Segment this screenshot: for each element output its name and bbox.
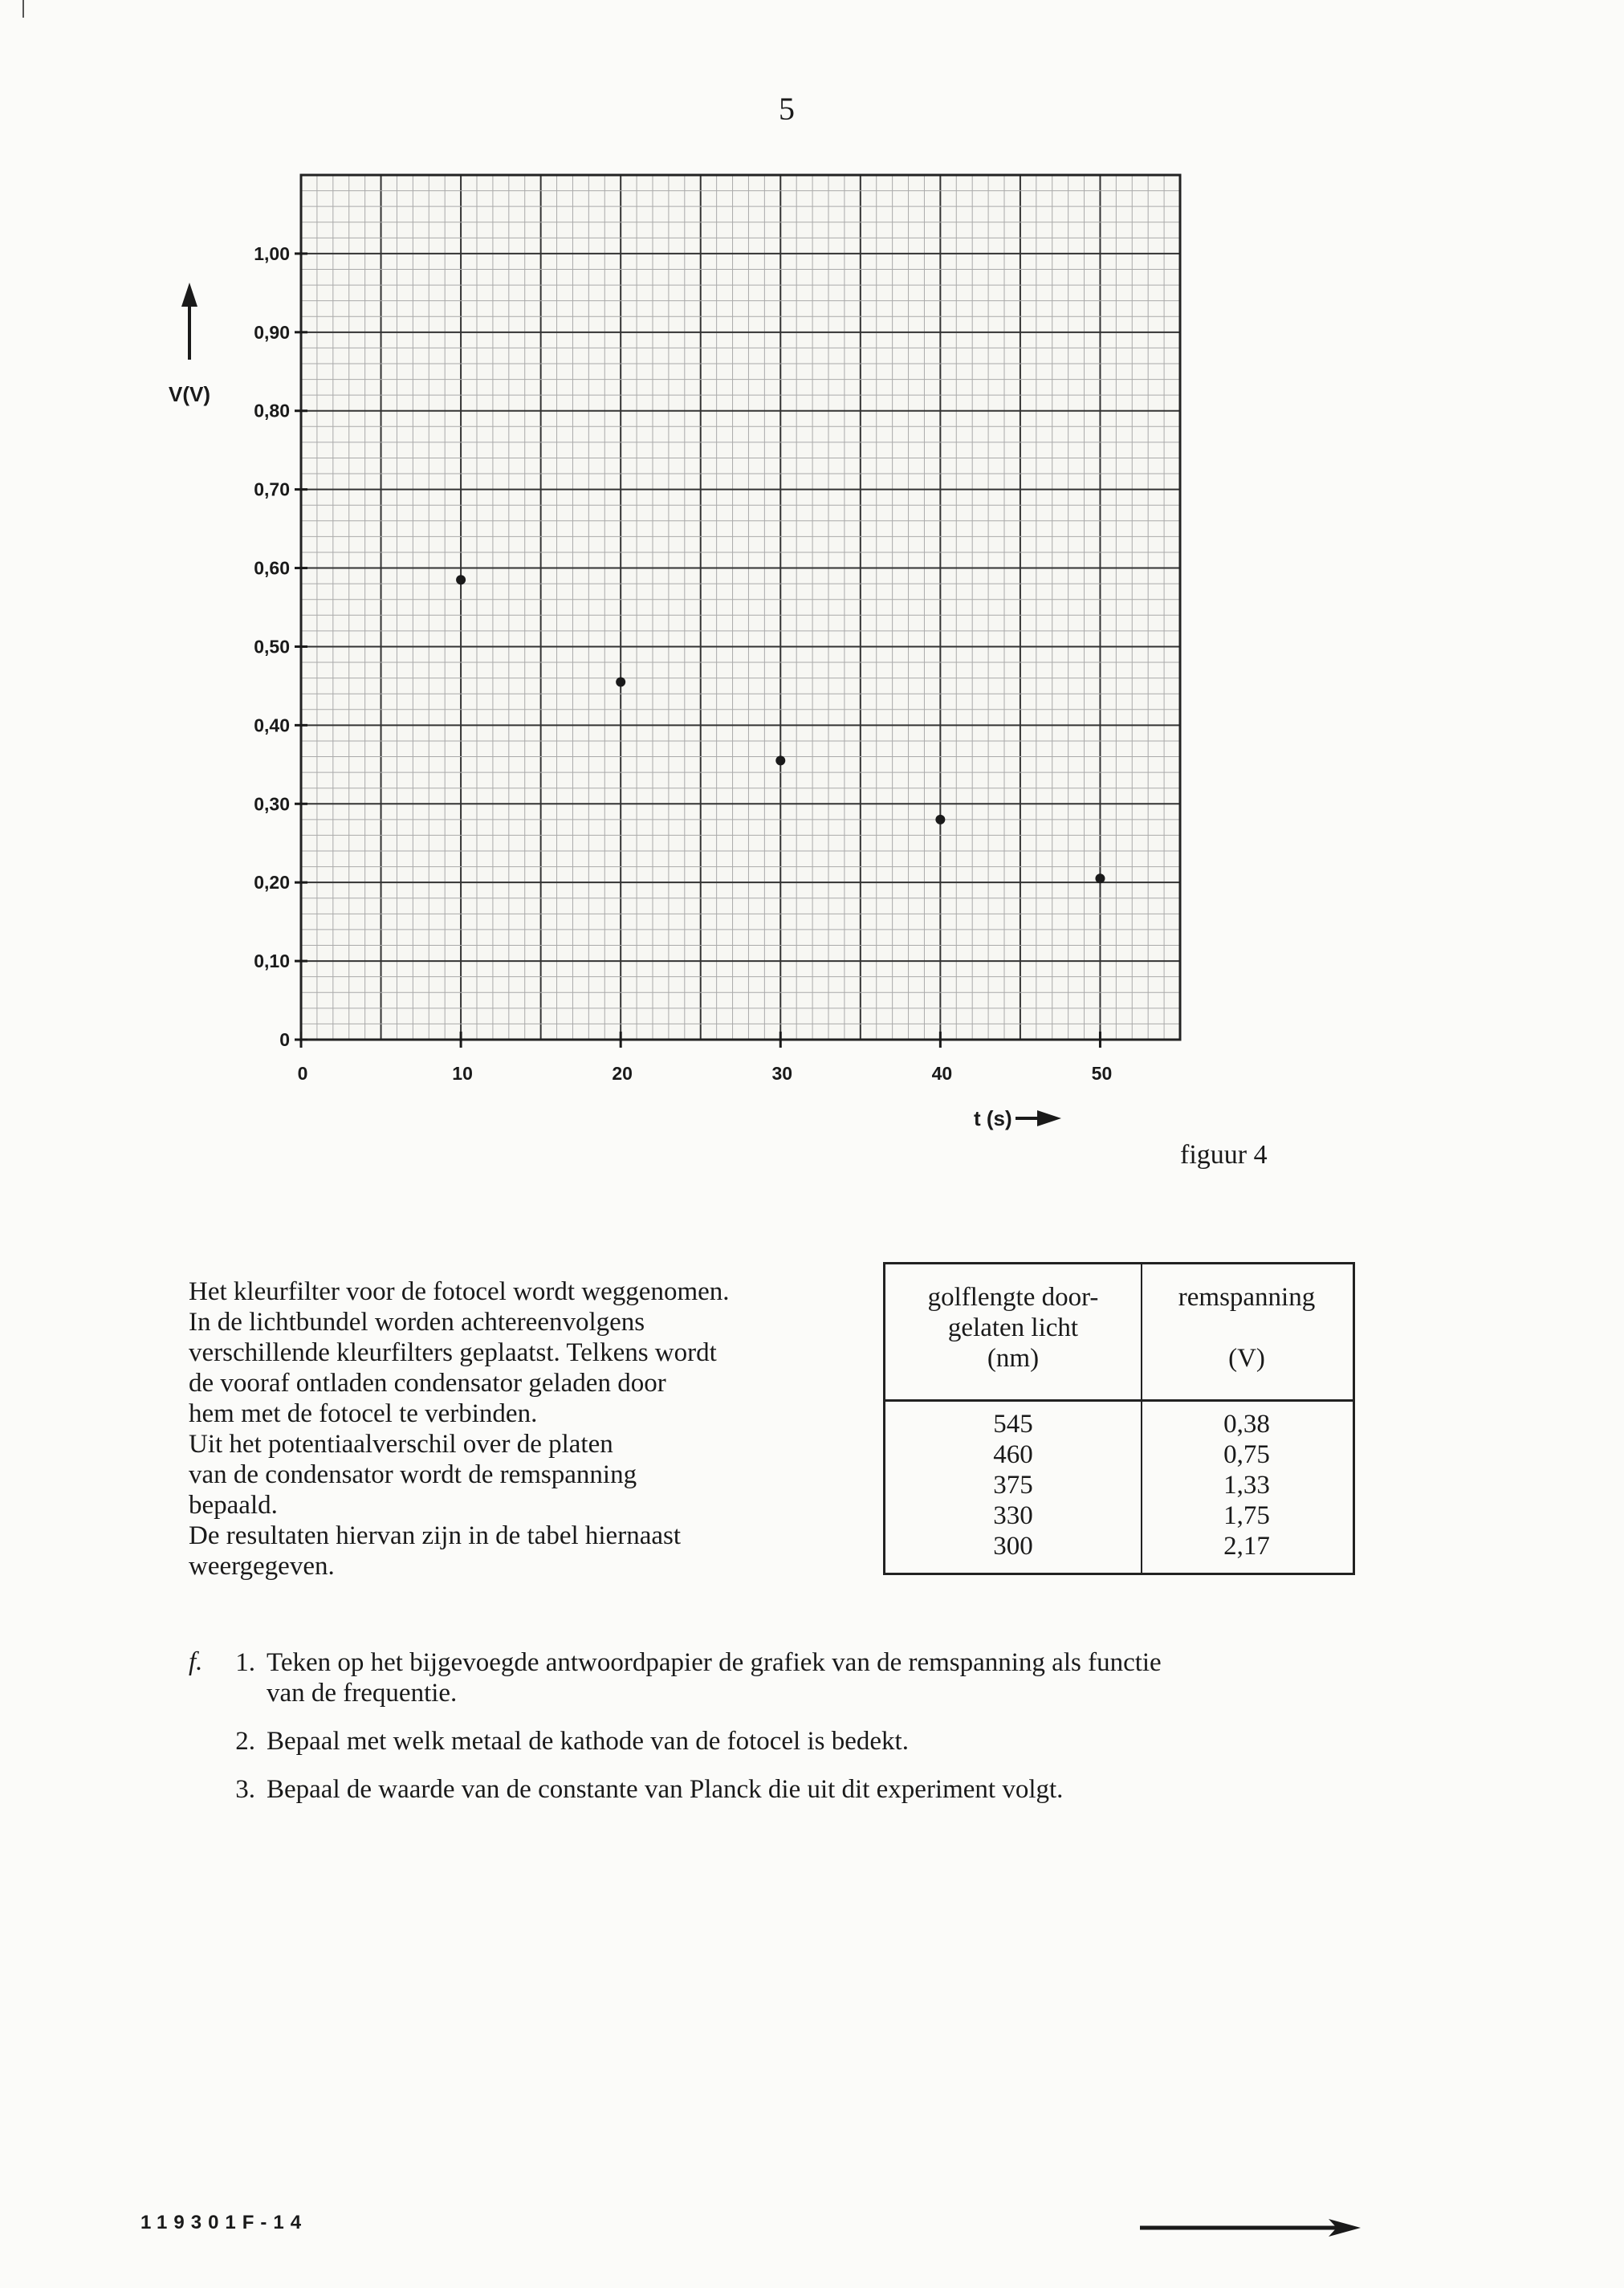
question-line: Bepaal de waarde van de constante van Planck die uit dit experiment volgt. (267, 1775, 1064, 1804)
x-tick-label: 0 (297, 1063, 308, 1084)
data-point (1095, 873, 1105, 883)
x-axis-arrow-icon (1037, 1110, 1061, 1126)
table-cell: 460 (993, 1440, 1033, 1469)
x-axis-label: t (s) (974, 1106, 1012, 1130)
table-header-stopping-voltage (1141, 1282, 1353, 1374)
paragraph-line: De resultaten hiervan zijn in de tabel hiernaast (189, 1521, 681, 1550)
question-label: f. (189, 1647, 203, 1676)
question-line: Teken op het bijgevoegde antwoordpapier de grafiek van de remspanning als functie (267, 1648, 1162, 1677)
paragraph-line: verschillende kleurfilters geplaatst. Telkens wordt (189, 1338, 717, 1367)
y-tick-label: 0,60 (254, 557, 290, 579)
paragraph-line: weergegeven. (189, 1552, 335, 1581)
y-tick-labels (254, 243, 307, 1050)
wavelength-column (885, 1409, 1141, 1561)
y-tick-label: 0,10 (254, 951, 290, 972)
x-tick-label: 20 (612, 1063, 633, 1084)
y-tick-label: 0,30 (254, 793, 290, 815)
paragraph-line: Uit het potentiaalverschil over de platen (189, 1430, 613, 1459)
table-header-wavelength (885, 1282, 1141, 1374)
y-axis-arrow-icon (181, 283, 197, 307)
question-number: 1. (235, 1648, 255, 1677)
paragraph-line: Het kleurfilter voor de fotocel wordt weggenomen. (189, 1277, 730, 1306)
question-item (215, 1647, 1162, 1708)
table-cell: 2,17 (1223, 1532, 1270, 1561)
table-cell: 0,75 (1223, 1440, 1270, 1469)
data-point (775, 755, 785, 765)
table-cell: 375 (993, 1471, 1033, 1500)
y-axis-label: V(V) (169, 382, 210, 406)
table-cell: 1,33 (1223, 1471, 1270, 1500)
y-tick-label: 0,50 (254, 636, 290, 657)
graph-paper (301, 175, 1180, 1040)
y-tick-label: 0,20 (254, 872, 290, 894)
header-line: gelaten licht (947, 1313, 1079, 1342)
question-line: van de frequentie. (267, 1679, 458, 1708)
header-line: (V) (1228, 1344, 1265, 1373)
data-point (616, 678, 625, 687)
question-text (267, 1647, 1162, 1708)
y-tick-label: 0,90 (254, 321, 290, 343)
question-item (215, 1774, 1063, 1805)
question-line: Bepaal met welk metaal de kathode van de fotocel is bedekt. (267, 1727, 909, 1756)
graph-grid (301, 175, 1180, 1040)
paragraph-line: hem met de fotocel te verbinden. (189, 1399, 538, 1428)
header-line: golflengte door- (927, 1283, 1099, 1312)
x-tick-label: 10 (452, 1063, 473, 1084)
question-number: 3. (235, 1775, 255, 1804)
table-cell: 0,38 (1223, 1410, 1270, 1439)
paragraph-line: In de lichtbundel worden achtereenvolgens (189, 1308, 645, 1337)
figure-caption: figuur 4 (1180, 1140, 1268, 1170)
question-number: 2. (235, 1727, 255, 1756)
question-text (267, 1726, 909, 1757)
y-tick-label: 1,00 (254, 242, 290, 264)
y-tick-label: 0 (279, 1029, 290, 1050)
x-tick-label: 40 (931, 1063, 953, 1084)
page-number: 5 (779, 91, 795, 127)
question-text (267, 1774, 1063, 1805)
data-point (935, 815, 945, 824)
data-point (456, 575, 466, 584)
paragraph-line: van de condensator wordt de remspanning (189, 1460, 637, 1489)
table-header-divider (885, 1399, 1353, 1402)
document-code: 119301F-14 (140, 2212, 308, 2233)
y-tick-label: 0,70 (254, 478, 290, 500)
paragraph-line: bepaald. (189, 1491, 278, 1520)
results-table (883, 1262, 1355, 1575)
header-line: (nm) (987, 1344, 1040, 1373)
table-cell: 1,75 (1223, 1501, 1270, 1530)
table-cell: 300 (993, 1532, 1033, 1561)
paragraph-line: de vooraf ontladen condensator geladen door (189, 1369, 666, 1398)
y-tick-label: 0,40 (254, 714, 290, 736)
y-tick-label: 0,80 (254, 400, 290, 421)
question-item (215, 1726, 909, 1757)
table-cell: 330 (993, 1501, 1033, 1530)
description-paragraph (189, 1276, 879, 1582)
table-cell: 545 (993, 1410, 1033, 1439)
header-line: remspanning (1178, 1283, 1316, 1312)
right-arrow-icon (1140, 2216, 1381, 2240)
x-tick-label: 30 (771, 1063, 793, 1084)
x-tick-label: 50 (1091, 1063, 1113, 1084)
voltage-column (1141, 1409, 1353, 1561)
